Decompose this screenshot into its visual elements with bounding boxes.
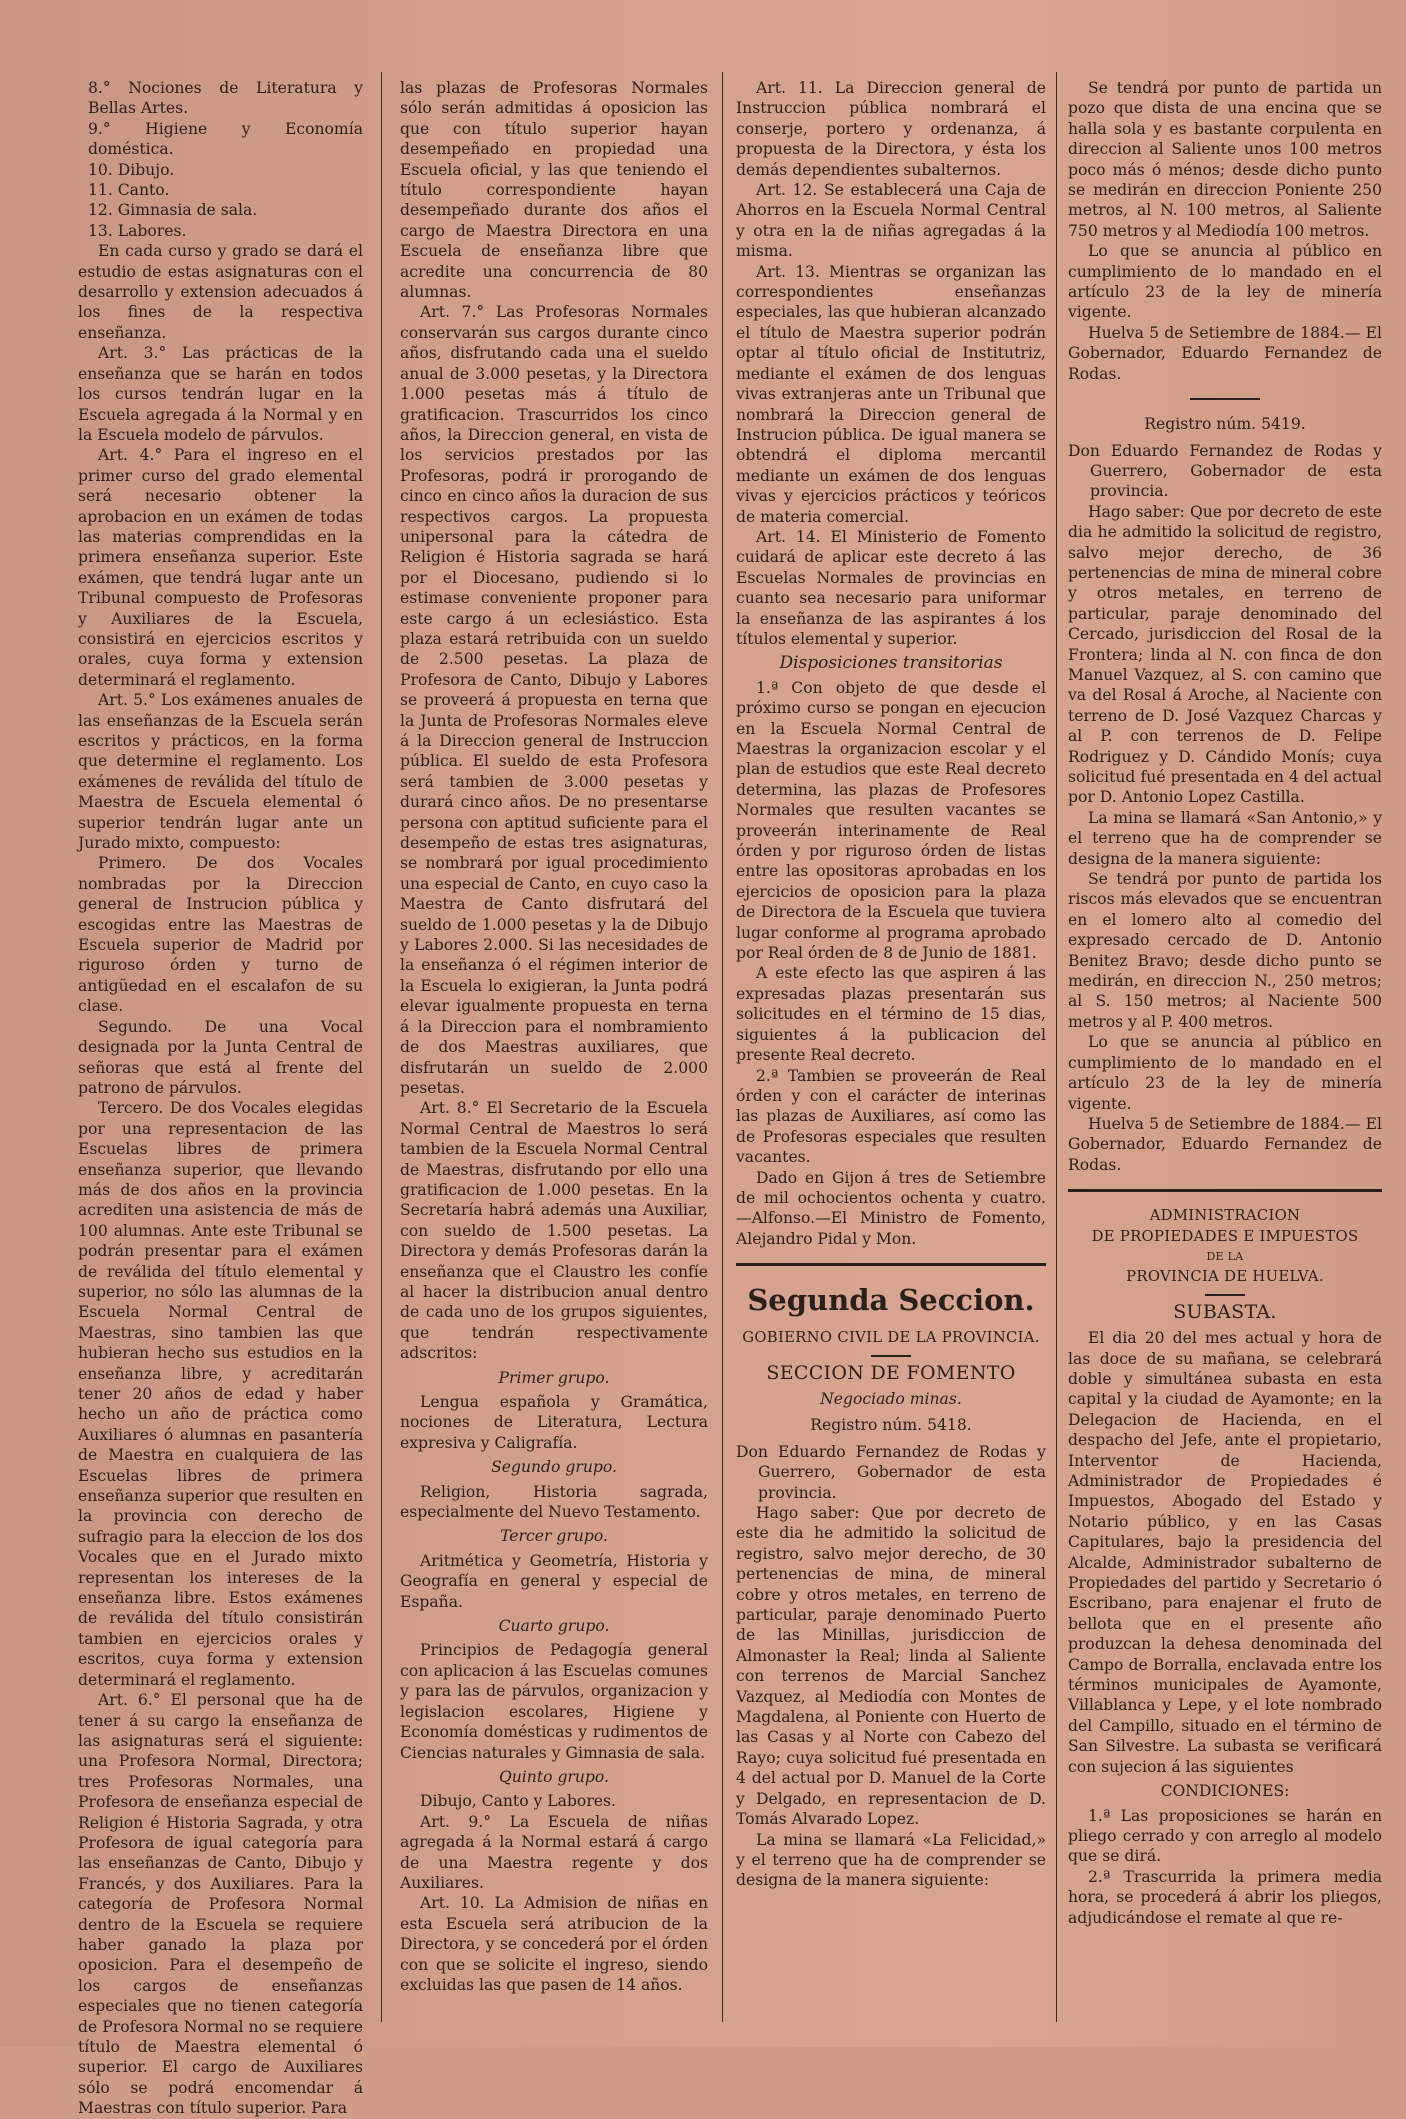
paragraph: A este efecto las que aspiren á las expresadas plazas presentarán sus solicitudes en el término de 15 dias, siguientes á la publicacion del presente Real decreto. [736, 964, 1046, 1065]
list-item: 11. Canto. [88, 181, 170, 200]
article-5: Art. 5.° Los exámenes anuales de las enseñanzas de la Escuela serán escritos y prácticos, en la forma que determine el reglamento. Los exámenes de reválida del título de Maestra de Escuela elemental ó superior tendrán lugar ante un Jurado mixto, compuesto: [78, 691, 363, 853]
paragraph: Tercero. De dos Vocales elegidas por una representacion de las Escuelas libres de primera enseñanza superior, que llevando más de dos años en la provincia acrediten una asistencia de más de 100 alumnas. Ante este Tribunal se podrán presentar para el exámen de reválida del título elemental y superior, no sólo las alumnas de la Escuela Normal Central de Maestras, sino tambien las que hubieran hecho sus estudios en la enseñanza libre, y acreditarán tener 20 años de edad y haber hecho un año de práctica como Auxiliares ó alumnas en pasantería de Maestra en cualquiera de las Escuelas libres de primera enseñanza superior que resulten en la provincia con derecho de sufragio para la eleccion de los dos Vocales que en el Jurado mixto representan los intereses de la enseñanza libre. Estos exámenes de reválida del título consistirán tambien en ejercicios orales y escritos, cuya forma y extension determinará el reglamento. [78, 1099, 363, 1689]
group-heading: Tercer grupo. [500, 1527, 608, 1546]
paragraph: 1.ª Con objeto de que desde el próximo curso se pongan en ejecucion en la Escuela Normal Central de Maestras la organizacion escolar y el plan de estudios que este Real decreto determina, las plazas de Profesores Normales que resulten vacantes se proveerán interinamente de Real órden y por riguroso órden de listas entre las opositoras aprobadas en los ejercicios de oposicion para la plaza de Directora de la Escuela que tuviera lugar conforme al programa aprobado por Real órden de 8 de Junio de 1881. [736, 678, 1046, 963]
conditions-heading: CONDICIONES: [1160, 1782, 1290, 1801]
article-13: Art. 13. Mientras se organizan las correspondientes enseñanzas especiales, las que hubieran alcanzado el título de Maestra superior podrán optar al título oficial de Institutriz, mediante el exámen de dos lenguas vivas extranjeras ante un Tribunal que nombrará la Direccion general de Instrucion pública. De igual manera se obtendrá el diploma mercantil mediante un exámen de dos lenguas vivas y ejercicios prácticos y teóricos de materia comercial. [736, 262, 1046, 526]
group-heading: Quinto grupo. [498, 1767, 609, 1786]
column-rule [722, 72, 723, 2022]
paragraph: Se tendrá por punto de partida un pozo que dista de una encina que se halla sola y es bastante corpulenta en direccion al Saliente unos 100 metros poco más ó ménos; desde dicho punto se medirán en direccion Poniente 250 metros, al N. 100 metros, al Saliente 750 metros y al Mediodía 100 metros. [1068, 79, 1382, 240]
admin-heading: ADMINISTRACION [1149, 1207, 1301, 1225]
column-3 [736, 78, 1046, 2028]
column-4 [1068, 78, 1382, 2028]
government-heading: GOBIERNO CIVIL DE LA PROVINCIA. [742, 1329, 1040, 1347]
list-item: 13. Labores. [88, 221, 187, 240]
paragraph: La mina se llamará «San Antonio,» y el terreno que ha de comprender se designa de la manera siguiente: [1068, 808, 1382, 868]
register-number: Registro núm. 5419. [1144, 415, 1306, 434]
paragraph: Segundo. De una Vocal designada por la Junta Central de señoras que está al frente del patrono de párvulos. [78, 1017, 363, 1097]
article-7: Art. 7.° Las Profesoras Normales conservarán sus cargos durante cinco años, disfrutando cada una el sueldo anual de 3.000 pesetas, y la Directora 1.000 pesetas más á título de gratificacion. Trascurridos los cinco años, la Direccion general, en vista de los servicios prestados por las Profesoras, podrá ir prorogando de cinco en cinco años la duracion de sus respectivos cargos. La propuesta unipersonal para la cátedra de Religion é Historia sagrada se hará por el Diocesano, pudiendo si lo estimase conveniente proponer para este cargo á un eclesiástico. Esta plaza estará retribuida con un sueldo de 2.500 pesetas. La plaza de Profesora de Canto, Dibujo y Labores se proveerá á propuesta en terna que la Junta de Profesoras Normales eleve á la Direccion general de Instruccion pública. El sueldo de esta Profesora será tambien de 3.000 pesetas y durará cinco años. De no presentarse persona con aptitud suficiente para el desempeño de estas tres asignaturas, se nombrará por igual procedimiento una especial de Canto, en cuyo caso la Maestra de Canto disfrutará del sueldo de 1.000 pesetas y la de Dibujo y Labores 2.000. Si las necesidades de la enseñanza ó el régimen interior de la Escuela lo exigieran, la Junta podrá elevar igualmente propuesta en terna á la Direccion para el nombramiento de dos Maestras auxiliares, que disfrutarán un sueldo de 2.000 pesetas. [400, 303, 708, 1097]
paragraph: Lo que se anuncia al público en cumplimiento de lo mandado en el artículo 23 de la ley de minería vigente. [1068, 242, 1382, 322]
admin-heading: PROVINCIA DE HUELVA. [1126, 1268, 1324, 1286]
divider [1190, 398, 1260, 400]
article-11: Art. 11. La Direccion general de Instruccion pública nombrará el conserje, portero y ordenanza, á propuesta de la Directora, y ésta los demás dependientes subalternos. [736, 79, 1046, 179]
paragraph: Lo que se anuncia al público en cumplimiento de lo mandado en el artículo 23 de la ley de minería vigente. [1068, 1033, 1382, 1113]
column-rule [1056, 72, 1057, 2022]
paragraph: La mina se llamará «La Felicidad,» y el terreno que ha de comprender se designa de la manera siguiente: [736, 1830, 1046, 1890]
group-heading: Segundo grupo. [491, 1458, 617, 1477]
divider [1205, 1294, 1245, 1296]
divider [1068, 1189, 1382, 1192]
section-heading: Disposiciones transitorias [779, 653, 1003, 674]
paragraph: El dia 20 del mes actual y hora de las doce de su mañana, se celebrará doble y simultánea subasta en esta capital y la ciudad de Ayamonte; en la Delegacion de Hacienda, en el despacho del Jefe, ante el propietario, Interventor de Hacienda, Administrador de Propiedades é Impuestos, Abogado del Estado y Notario público, y en las Casas Capitulares, bajo la presidencia del Alcalde, Administrador subalterno de Propiedades del partido y Secretario ó Escribano, para enajenar el fruto de bellota que en el presente año produzcan la dehesa denominada del Campo de Borralla, enclavada entre los términos municipales de Ayamonte, Villablanca y Lepe, y el lote nombrado del Campillo, situado en el término de San Silvestre. La subasta se verificará con sujecion á las siguientes [1068, 1329, 1382, 1776]
group-heading: Cuarto grupo. [498, 1617, 610, 1636]
register-number: Registro núm. 5418. [810, 1416, 972, 1435]
auction-heading: SUBASTA. [1173, 1300, 1277, 1323]
article-6: Art. 6.° El personal que ha de tener á su cargo la enseñanza de las asignaturas será el siguiente: una Profesora Normal, Directora; tres Profesoras Normales, una Profesora de enseñanza especial de Religion é Historia Sagrada, y otra Profesora de igual categoría para las enseñanzas de Canto, Dibujo y Francés, y dos Auxiliares. Para la categoría de Profesora Normal dentro de la Escuela se requiere haber ganado la plaza por oposicion. Para el desempeño de los cargos de enseñanzas especiales que no tienen categoría de Profesora Normal no se requiere título de Maestra elemental ó superior. El cargo de Auxiliares sólo se podrá encomendar á Maestras con título superior. Para [78, 1691, 363, 2118]
signature: Dado en Gijon á tres de Setiembre de mil ochocientos ochenta y cuatro. —Alfonso.—El Ministro de Fomento, Alejandro Pidal y Mon. [736, 1168, 1046, 1248]
list-item: 8.° Nociones de Literatura y Bellas Artes. [88, 79, 363, 118]
admin-heading: DE PROPIEDADES E IMPUESTOS [1091, 1227, 1359, 1245]
paragraph: Aritmética y Geometría, Historia y Geografía en general y especial de España. [400, 1551, 708, 1611]
column-rule [381, 72, 382, 2022]
admin-heading: DE LA [1206, 1249, 1244, 1263]
list-item: 10. Dibujo. [88, 160, 175, 179]
article-8: Art. 8.° El Secretario de la Escuela Normal Central de Maestros lo será tambien de la Escuela Normal Central de Maestras, disfrutando por ello una gratificacion de 1.000 pesetas. En la Secretaría habrá además una Auxiliar, con sueldo de 1.500 pesetas. La Directora y demás Profesoras darán la enseñanza que el Claustro les confíe al hacer la distribucion anual dentro de cada uno de los grupos siguientes, que tendrán respectivamente adscritos: [400, 1099, 708, 1363]
condition: 2.ª Trascurrida la primera media hora, se procederá á abrir los pliegos, adjudicándose el remate al que re- [1068, 1867, 1382, 1927]
paragraph: Lengua española y Gramática, nociones de Literatura, Lectura expresiva y Caligrafía. [400, 1393, 708, 1452]
column-1 [78, 78, 363, 2118]
article-3: Art. 3.° Las prácticas de la enseñanza que se harán en todos los cursos tendrán lugar en la Escuela agregada á la Normal y en la Escuela modelo de párvulos. [78, 344, 363, 444]
subheading: Negociado minas. [820, 1389, 962, 1408]
signature: Huelva 5 de Setiembre de 1884.— El Gobernador, Eduardo Fernandez de Rodas. [1068, 323, 1382, 383]
fomento-heading: SECCION DE FOMENTO [766, 1361, 1016, 1384]
paragraph: Don Eduardo Fernandez de Rodas y Guerrero, Gobernador de esta provincia. [1068, 441, 1382, 501]
article-9: Art. 9.° La Escuela de niñas agregada á la Normal estará á cargo de una Maestra regente y dos Auxiliares. [400, 1812, 708, 1892]
paragraph: Hago saber: Que por decreto de este dia he admitido la solicitud de registro, salvo mejor derecho, de 36 pertenencias de mina de mineral cobre y otros metales, en terreno de particular, paraje denominado del Cercado, jurisdiccion del Rosal de la Frontera; linda al N. con finca de don Manuel Vazquez, al S. con camino que va del Rosal á Aroche, al Naciente con terreno de D. José Vazquez Charcas y al P. con terrenos de D. Felipe Rodriguez y D. Cándido Monís; cuya solicitud fué presentada en 4 del actual por D. Antonio Lopez Castilla. [1068, 502, 1382, 807]
list-item: 9.° Higiene y Economía doméstica. [88, 119, 363, 159]
paragraph: Religion, Historia sagrada, especialmente del Nuevo Testamento. [400, 1482, 708, 1522]
column-2 [400, 78, 708, 2028]
article-14: Art. 14. El Ministerio de Fomento cuidará de aplicar este decreto á las Escuelas Normales de provincias en cuanto sea necesario para uniformar la enseñanza de las aspirantes á los títulos elemental y superior. [736, 527, 1046, 648]
paragraph: Hago saber: Que por decreto de este dia he admitido la solicitud de registro, salvo mejor derecho, de 30 pertenencias de mina, de mineral cobre y otros metales, en terreno de particular, paraje denominado Puerto de las Minillas, jurisdiccion de Almonaster la Real; linda al Saliente con terrenos de Marcial Sanchez Vazquez, al Mediodía con Montes de Magdalena, al Poniente con Huerto de las Casas y al Norte con Cabezo del Rayo; cuya solicitud fué presentada en 4 del actual por D. Manuel de la Corte y Delgado, en representacion de D. Tomás Alvarado Lopez. [736, 1504, 1046, 1829]
article-4: Art. 4.° Para el ingreso en el primer curso del grado elemental será necesario obtener la aprobacion en un exámen de todas las materias comprendidas en la primera enseñanza superior. Este exámen, que tendrá lugar ante un Tribunal compuesto de Profesoras y Auxiliares de la Escuela, consistirá en ejercicios escritos y orales, cuya forma y extension determinará el reglamento. [78, 446, 363, 689]
paragraph: 2.ª Tambien se proveerán de Real órden y con el carácter de interinas las plazas de Auxiliares, así como las de Profesoras especiales que resulten vacantes. [736, 1066, 1046, 1167]
subject-list [78, 78, 363, 241]
list-item: 12. Gimnasia de sala. [88, 201, 258, 220]
signature: Huelva 5 de Setiembre de 1884.— El Gobernador, Eduardo Fernandez de Rodas. [1068, 1114, 1382, 1174]
article-12: Art. 12. Se establecerá una Caja de Ahorros en la Escuela Normal Central y otra en la de niñas agregadas á la misma. [736, 181, 1046, 261]
divider [871, 1355, 911, 1357]
paragraph: Dibujo, Canto y Labores. [420, 1792, 616, 1811]
article-10: Art. 10. La Admision de niñas en esta Escuela será atribucion de la Directora, y se concederá por el órden con que se solicite el ingreso, siendo excluidas las que pasen de 14 años. [400, 1894, 708, 1994]
paragraph: Don Eduardo Fernandez de Rodas y Guerrero, Gobernador de esta provincia. [736, 1442, 1046, 1502]
paragraph: Primero. De dos Vocales nombradas por la Direccion general de Instrucion pública y escogidas entre las Maestras de Escuela superior de Madrid por riguroso órden y turno de antigüedad en el escalafon de su clase. [78, 854, 363, 1016]
paragraph: Principios de Pedagogía general con aplicacion á las Escuelas comunes y para las de párvulos, organizacion y legislacion escolares, Higiene y Economía domésticas y rudimentos de Ciencias naturales y Gimnasia de sala. [400, 1641, 708, 1762]
paragraph: Se tendrá por punto de partida los riscos más elevados que se encuentran en el lomero alto al comedio del expresado cercado de D. Antonio Benitez Bravo; desde dicho punto se medirán, en direccion N., 250 metros; al S. 150 metros; al Naciente 500 metros y al P. 400 metros. [1068, 870, 1382, 1031]
paragraph: En cada curso y grado se dará el estudio de estas asignaturas con el desarrollo y extension adecuados á los fines de la respectiva enseñanza. [78, 242, 363, 342]
group-heading: Primer grupo. [498, 1368, 610, 1387]
section-title: Segunda Seccion. [747, 1283, 1035, 1318]
paragraph: las plazas de Profesoras Normales sólo serán admitidas á oposicion las que con título superior hayan desempeñado en propiedad una Escuela oficial, y las que teniendo el título correspondiente hayan desempeñado durante dos años el cargo de Maestra Directora en una Escuela de enseñanza libre que acredite una concurrencia de 80 alumnas. [400, 79, 708, 302]
divider [736, 1263, 1046, 1266]
condition: 1.ª Las proposiciones se harán en pliego cerrado y con arreglo al modelo que se dirá. [1068, 1806, 1382, 1866]
